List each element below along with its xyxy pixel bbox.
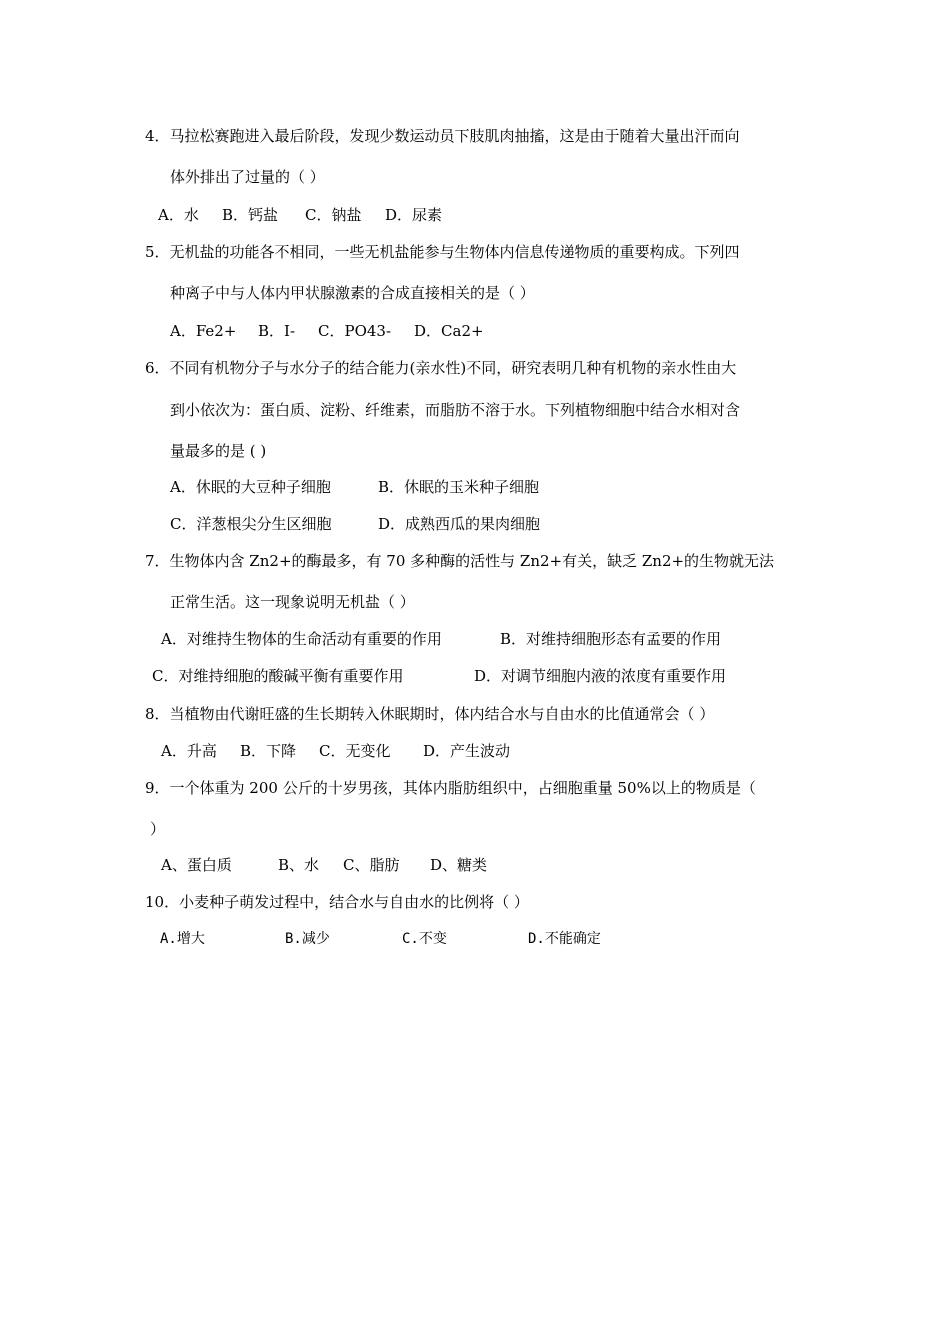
- question-6-option-b: B．休眠的玉米种子细胞: [378, 478, 540, 496]
- question-5-option-a: A．Fe2+: [170, 322, 237, 340]
- question-8-option-c: C．无变化: [319, 742, 391, 760]
- question-9-option-b: B、水: [278, 856, 320, 874]
- question-8-option-d: D．产生波动: [423, 742, 511, 760]
- question-4-option-c: C．钠盐: [305, 206, 362, 224]
- question-5-line-2: 种离子中与人体内甲状腺激素的合成直接相关的是（ ）: [170, 284, 535, 302]
- question-10-option-a: A.增大: [160, 931, 205, 947]
- question-10-option-c: C.不变: [402, 931, 447, 947]
- question-6-line-1: 6．不同有机物分子与水分子的结合能力(亲水性)不同，研究表明几种有机物的亲水性由大: [145, 359, 737, 377]
- question-7-option-c: C．对维持细胞的酸碱平衡有重要作用: [152, 667, 404, 685]
- question-9-option-a: A、蛋白质: [161, 856, 232, 874]
- question-6-option-a: A．休眠的大豆种子细胞: [170, 478, 331, 496]
- question-4-option-b: B．钙盐: [222, 206, 279, 224]
- question-9-option-c: C、脂肪: [343, 856, 400, 874]
- question-8-line-1: 8．当植物由代谢旺盛的生长期转入休眠期时，体内结合水与自由水的比值通常会（ ）: [145, 705, 715, 723]
- question-4-line-2: 体外排出了过量的（ ）: [170, 168, 325, 186]
- question-4-line-1: 4．马拉松赛跑进入最后阶段，发现少数运动员下肢肌肉抽搐，这是由于随着大量出汗而向: [145, 127, 740, 145]
- question-9-line-2: ）: [150, 820, 166, 838]
- question-7-option-a: A．对维持生物体的生命活动有重要的作用: [161, 630, 442, 648]
- question-5-option-b: B．I-: [258, 322, 296, 340]
- question-6-option-d: D．成熟西瓜的果肉细胞: [378, 515, 541, 533]
- question-6-option-c: C．洋葱根尖分生区细胞: [170, 515, 332, 533]
- question-7-option-b: B．对维持细胞形态有孟要的作用: [500, 630, 722, 648]
- question-7-line-2: 正常生活。这一现象说明无机盐（ ）: [170, 593, 415, 611]
- question-8-option-b: B．下降: [240, 742, 297, 760]
- question-4-option-d: D．尿素: [385, 206, 443, 224]
- question-7-option-d: D．对调节细胞内液的浓度有重要作用: [474, 667, 727, 685]
- question-5-option-d: D．Ca2+: [414, 322, 484, 340]
- question-8-option-a: A．升高: [161, 742, 217, 760]
- question-6-line-2: 到小依次为：蛋白质、淀粉、纤维素，而脂肪不溶于水。下列植物细胞中结合水相对含: [170, 401, 741, 419]
- question-10-option-d: D.不能确定: [528, 931, 601, 947]
- question-10-line-1: 10．小麦种子萌发过程中，结合水与自由水的比例将（ ）: [145, 893, 529, 911]
- question-7-line-1: 7．生物体内含 Zn2+的酶最多，有 70 多种酶的活性与 Zn2+有关，缺乏 Zn2+的生物就无法: [145, 552, 775, 570]
- question-6-line-3: 量最多的是 ( ): [170, 442, 267, 460]
- question-4-option-a: A．水: [158, 206, 199, 224]
- question-9-option-d: D、糖类: [430, 856, 488, 874]
- question-5-option-c: C．PO43-: [318, 322, 392, 340]
- question-9-line-1: 9．一个体重为 200 公斤的十岁男孩，其体内脂肪组织中，占细胞重量 50%以上的物质是（: [145, 779, 756, 797]
- question-10-option-b: B.减少: [285, 931, 330, 947]
- question-5-line-1: 5．无机盐的功能各不相同，一些无机盐能参与生物体内信息传递物质的重要构成。下列四: [145, 243, 740, 261]
